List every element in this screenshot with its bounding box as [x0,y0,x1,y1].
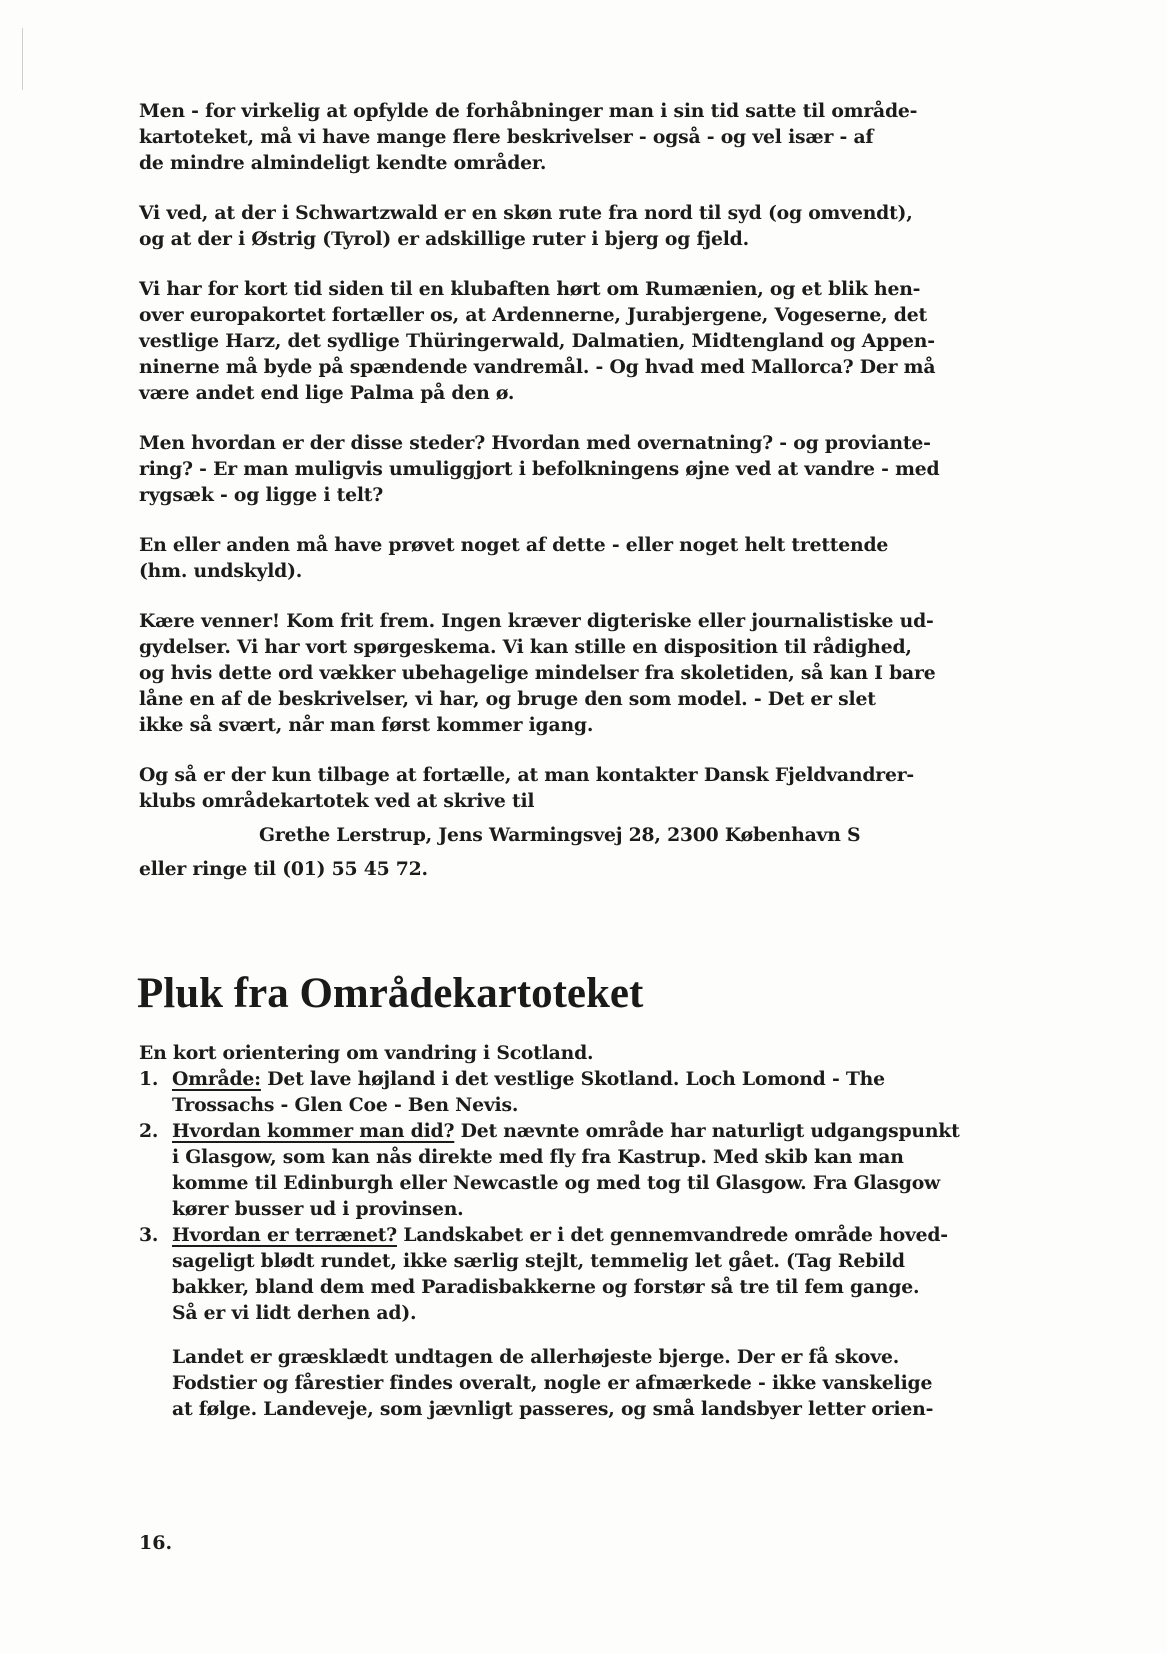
phone-line: eller ringe til (01) 55 45 72. [139,858,428,880]
text-line: Fodstier og fårestier findes overalt, nogle er afmærkede - ikke vanskelige [172,1372,933,1394]
text-line: ninerne må byde på spændende vandremål. - Og hvad med Mallorca? Der må [139,356,936,378]
paragraph [139,98,1099,176]
text-line: Vi har for kort tid siden til en klubaften hørt om Rumænien, og et blik hen- [139,278,921,300]
text-line: låne en af de beskrivelser, vi har, og bruge den som model. - Det er slet [139,688,876,710]
text-line: komme til Edinburgh eller Newcastle og med tog til Glasgow. Fra Glasgow [172,1172,940,1194]
text-line: være andet end lige Palma på den ø. [139,382,515,404]
intro-line: En kort orientering om vandring i Scotland. [139,1042,594,1064]
paragraph [139,762,1099,814]
item-text: Det nævnte område har naturligt udgangspunkt [454,1120,960,1142]
text-line: i Glasgow, som kan nås direkte med fly fra Kastrup. Med skib kan man [172,1146,904,1168]
paragraph [139,532,1099,584]
paragraph [139,200,1099,252]
item-number: 3. [139,1224,159,1246]
list-item [139,1118,1099,1222]
text-line: gydelser. Vi har vort spørgeskema. Vi kan stille en disposition til rådighed, [139,636,912,658]
address-line: Grethe Lerstrup, Jens Warmingsvej 28, 2300 København S [259,824,861,846]
list-item [139,1066,1099,1118]
text-line: sageligt blødt rundet, ikke særlig stejlt, temmelig let gået. (Tag Rebild [172,1250,905,1272]
text-line: rygsæk - og ligge i telt? [139,484,384,506]
paragraph [139,276,1099,406]
text-line: Men - for virkelig at opfylde de forhåbninger man i sin tid satte til område- [139,100,918,122]
body-section [139,98,1099,882]
text-line: ring? - Er man muligvis umuliggjort i befolkningens øjne ved at vandre - med [139,458,940,480]
item-label: Område: [172,1068,261,1090]
paragraph [139,608,1099,738]
list-item [139,1222,1099,1326]
paragraph [139,430,1099,508]
scan-edge-mark [22,28,23,90]
text-line: Og så er der kun tilbage at fortælle, at man kontakter Dansk Fjeldvandrer- [139,764,915,786]
text-line: ikke så svært, når man først kommer igang. [139,714,594,736]
text-line: Trossachs - Glen Coe - Ben Nevis. [172,1094,519,1116]
continuation-paragraph [139,1344,1099,1422]
text-line: vestlige Harz, det sydlige Thüringerwald, Dalmatien, Midtengland og Appen- [139,330,935,352]
item-text: Det lave højland i det vestlige Skotland. Loch Lomond - The [260,1068,885,1090]
page-number: 16. [139,1532,173,1554]
text-line: og hvis dette ord vækker ubehagelige mindelser fra skoletiden, så kan I bare [139,662,936,684]
text-line: over europakortet fortæller os, at Ardennerne, Jurabjergene, Vogeserne, det [139,304,927,326]
text-line: (hm. undskyld). [139,560,303,582]
text-line: Så er vi lidt derhen ad). [172,1302,417,1324]
text-line: at følge. Landeveje, som jævnligt passeres, og små landsbyer letter orien- [172,1398,934,1420]
text-line: Kære venner! Kom frit frem. Ingen kræver digteriske eller journalistiske ud- [139,610,934,632]
text-line: og at der i Østrig (Tyrol) er adskillige ruter i bjerg og fjeld. [139,228,749,250]
article-section [139,1040,1099,1422]
text-line: bakker, bland dem med Paradisbakkerne og forstør så tre til fem gange. [172,1276,920,1298]
item-number: 1. [139,1068,159,1090]
item-label: Hvordan kommer man did? [172,1120,455,1142]
text-line: Landet er græsklædt undtagen de allerhøjeste bjerge. Der er få skove. [172,1346,900,1368]
text-line: Men hvordan er der disse steder? Hvordan med overnatning? - og proviante- [139,432,931,454]
item-label: Hvordan er terrænet? [172,1224,397,1246]
item-number: 2. [139,1120,159,1142]
text-line: de mindre almindeligt kendte områder. [139,152,547,174]
text-line: kartoteket, må vi have mange flere beskrivelser - også - og vel især - af [139,126,874,148]
text-line: Vi ved, at der i Schwartzwald er en skøn rute fra nord til syd (og omvendt), [139,202,913,224]
item-text: Landskabet er i det gennemvandrede område hoved- [396,1224,948,1246]
text-line: klubs områdekartotek ved at skrive til [139,790,535,812]
section-heading: Pluk fra Områdekartoteket [137,970,644,1017]
text-line: kører busser ud i provinsen. [172,1198,464,1220]
text-line: En eller anden må have prøvet noget af dette - eller noget helt trettende [139,534,889,556]
